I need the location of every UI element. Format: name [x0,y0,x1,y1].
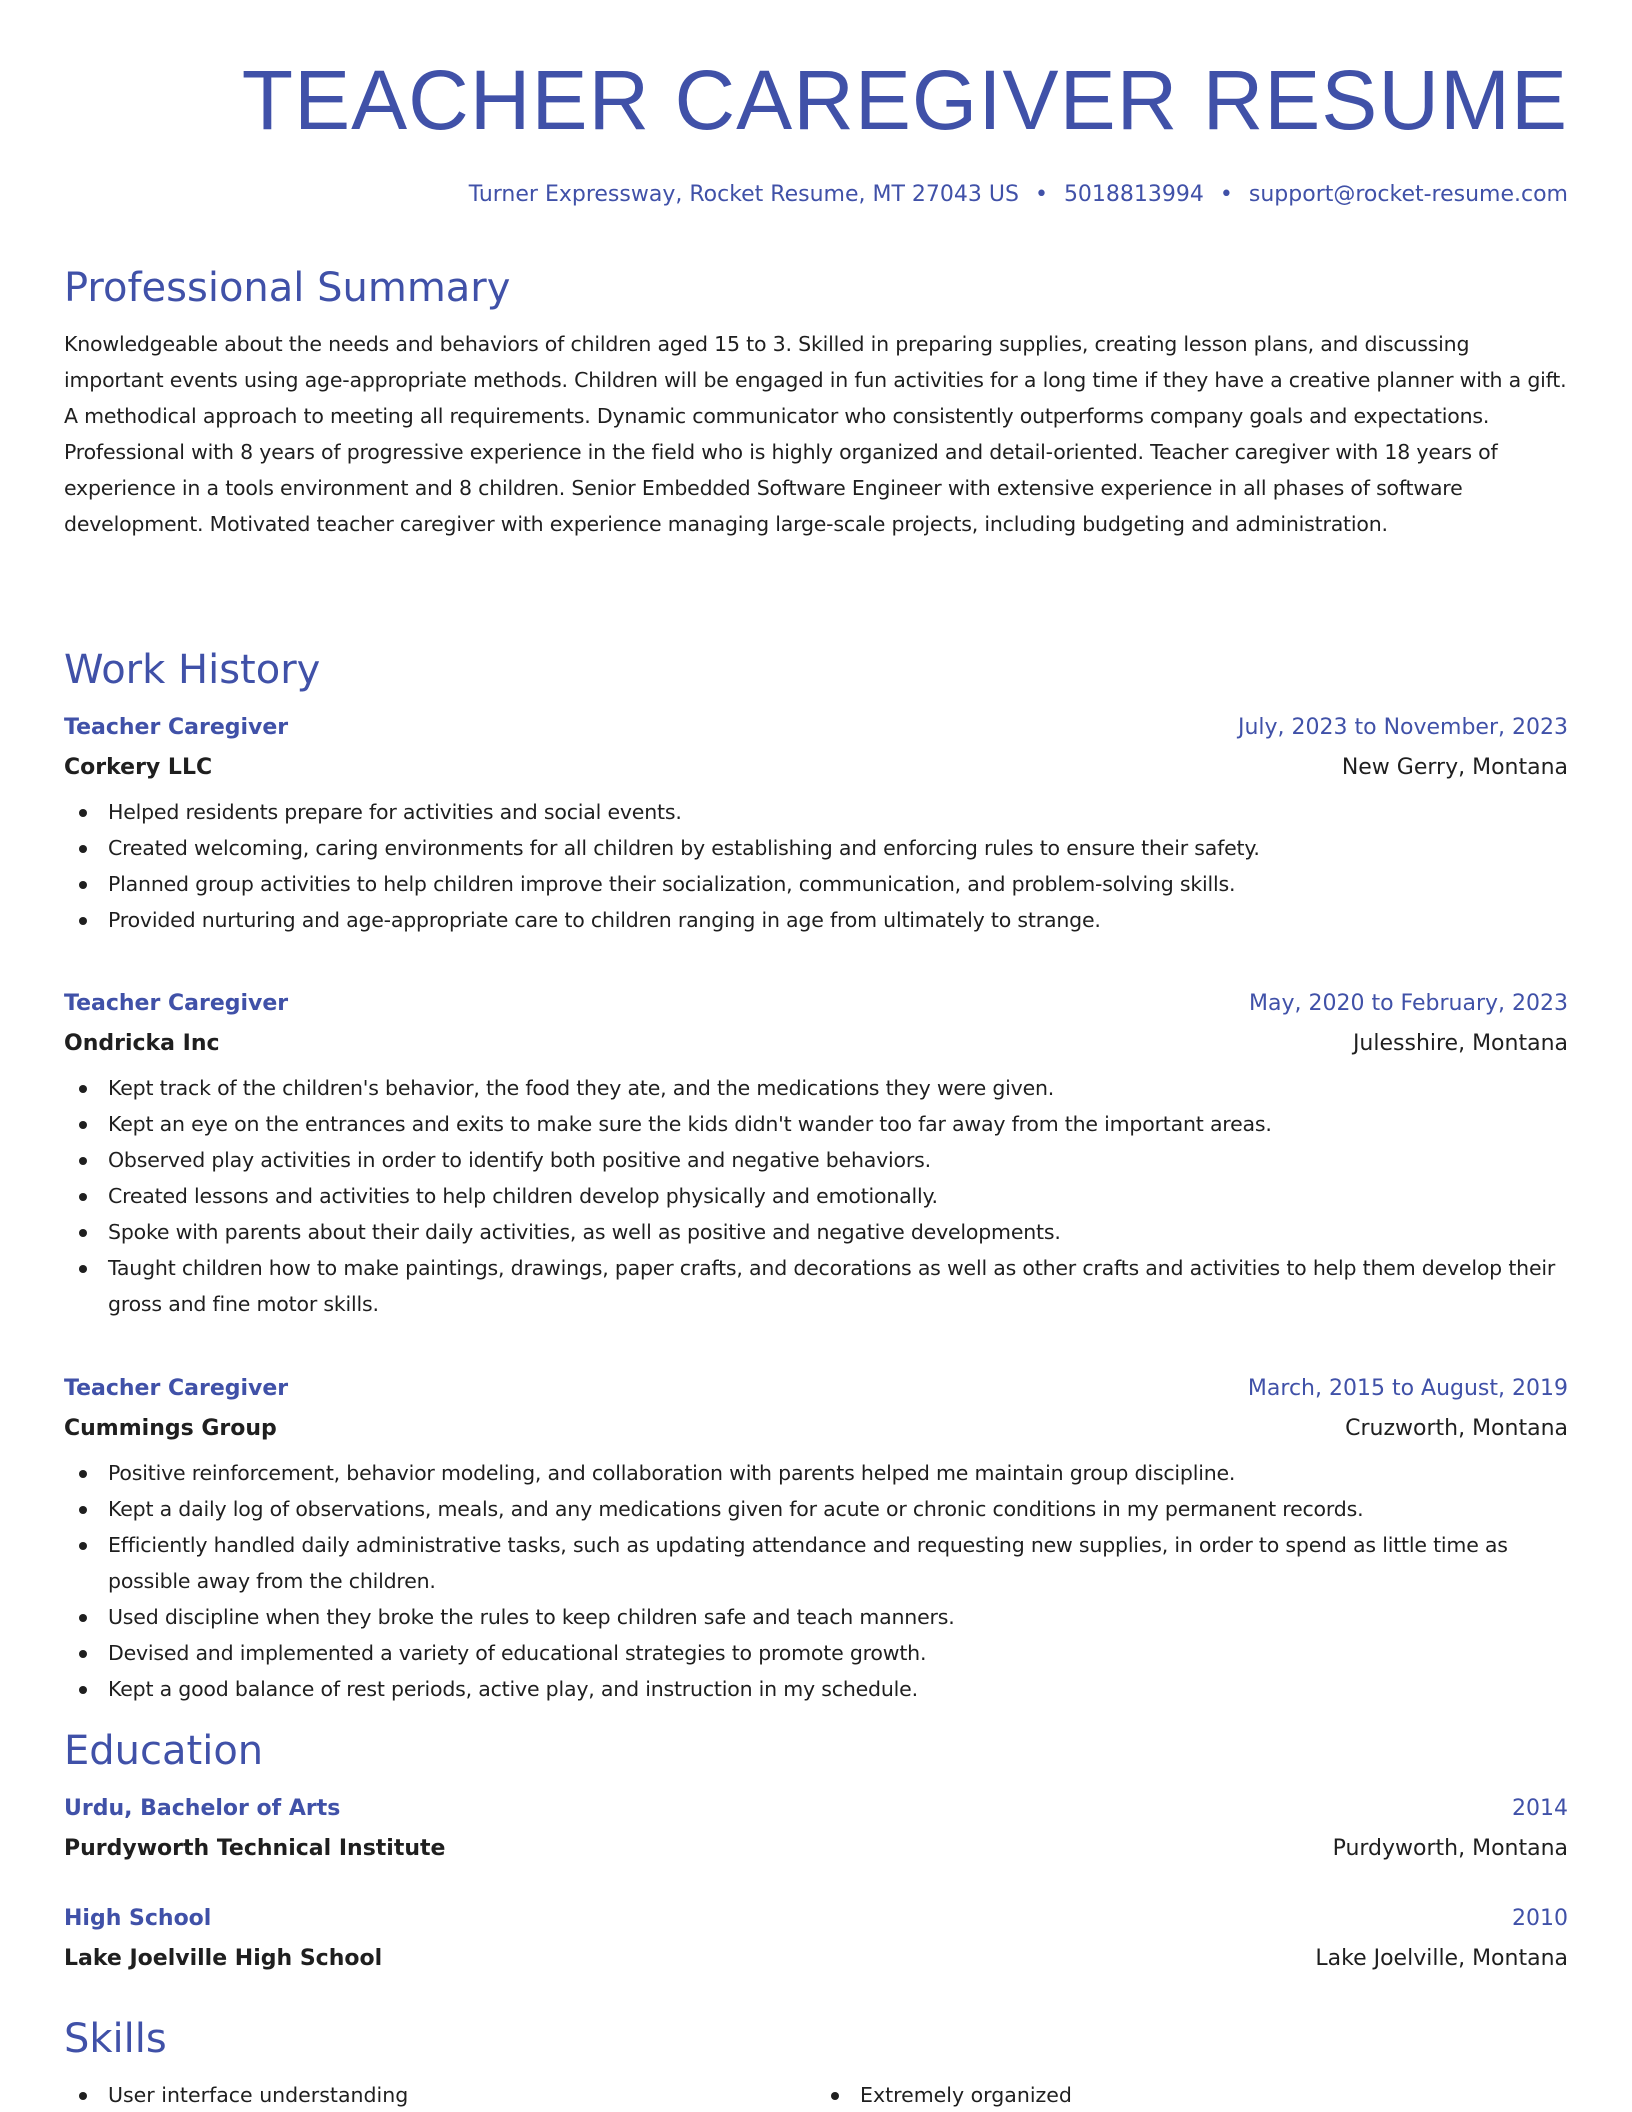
education-school: Purdyworth Technical Institute [64,1836,446,1861]
list-item: Taught children how to make paintings, drawings, paper crafts, and decorations as well as other crafts and activities to help them develop their gross and fine motor skills. [64,1250,1568,1322]
list-item: Spoke with parents about their daily activities, as well as positive and negative developments. [64,1214,1568,1250]
skills-list [64,2077,1568,2112]
resume-header [64,0,1568,242]
job-location: New Gerry, Montana [1341,755,1568,780]
contact-email[interactable]: support@rocket-resume.com [1248,182,1568,207]
skills-column-left [64,2077,816,2112]
job-company: Ondricka Inc [64,1031,220,1056]
work-history-section [64,644,1568,1729]
job-dates: March, 2015 to August, 2019 [1247,1376,1568,1401]
job-bullets [64,794,1568,984]
job-company: Cummings Group [64,1416,277,1441]
list-item: Devised and implemented a variety of educational strategies to promote growth. [64,1635,1568,1671]
list-item: Efficiently handled daily administrative tasks, such as updating attendance and requesting new supplies, in order to spend as little time as possible away from the children. [64,1527,1568,1599]
job-location: Cruzworth, Montana [1345,1416,1568,1441]
education-entry [64,1789,1568,1899]
education-location: Lake Joelville, Montana [1315,1946,1568,1971]
section-heading-skills: Skills [64,2016,167,2062]
list-item: Kept track of the children's behavior, the food they ate, and the medications they were given. [64,1070,1568,1106]
job-title: Teacher Caregiver [64,1376,289,1401]
contact-line [64,150,1568,242]
job-company: Corkery LLC [64,755,213,780]
section-heading-education: Education [64,1728,264,1774]
education-location: Purdyworth, Montana [1332,1836,1568,1861]
section-heading-summary: Professional Summary [64,265,511,311]
list-item: Created lessons and activities to help children develop physically and emotionally. [64,1178,1568,1214]
bullet-separator: • [1034,182,1048,207]
job-dates: May, 2020 to February, 2023 [1249,991,1568,1016]
list-item: Planned group activities to help children improve their socialization, communication, and problem-solving skills. [64,866,1568,902]
education-degree: Urdu, Bachelor of Arts [64,1796,341,1821]
education-year: 2014 [1512,1796,1568,1821]
list-item: Positive reinforcement, behavior modeling, and collaboration with parents helped me maintain group discipline. [64,1455,1568,1491]
list-item: Kept an eye on the entrances and exits to make sure the kids didn't wander too far away from the important areas. [64,1106,1568,1142]
education-school: Lake Joelville High School [64,1946,383,1971]
list-item: Provided nurturing and age-appropriate care to children ranging in age from ultimately to strange. [64,902,1568,938]
list-item: User interface understanding [64,2077,816,2112]
education-year: 2010 [1512,1906,1568,1931]
list-item: Observed play activities in order to identify both positive and negative behaviors. [64,1142,1568,1178]
education-section [64,1725,1568,2009]
list-item: Kept a good balance of rest periods, active play, and instruction in my schedule. [64,1671,1568,1707]
list-item: Created welcoming, caring environments for all children by establishing and enforcing rules to ensure their safety. [64,830,1568,866]
resume-page [64,0,1568,2112]
education-degree: High School [64,1906,212,1931]
skills-column-right [816,2077,1568,2112]
section-heading-work: Work History [64,647,321,693]
list-item: Kept a daily log of observations, meals, and any medications given for acute or chronic conditions in my permanent records. [64,1491,1568,1527]
job-location: Julesshire, Montana [1352,1031,1568,1056]
job-entry [64,708,1568,984]
job-dates: July, 2023 to November, 2023 [1237,715,1568,740]
job-title: Teacher Caregiver [64,991,289,1016]
contact-address: Turner Expressway, Rocket Resume, MT 27043 US [468,182,1019,207]
job-bullets [64,1070,1568,1369]
contact-phone: 5018813994 [1063,182,1204,207]
summary-text: Knowledgeable about the needs and behaviors of children aged 15 to 3. Skilled in preparing supplies, creating lesson plans, and discussing important events using age-appropriate methods. Children will be engaged in fun activities for a long time if they have a creative planner with a gift. A methodical approach to meeting all requirements. Dynamic communicator who consistently outperforms company goals and expectations. Professional with 8 years of progressive experience in the field who is highly organized and detail-oriented. Teacher caregiver with 18 years of experience in a tools environment and 8 children. Senior Embedded Software Engineer with extensive experience in all phases of software development. Motivated teacher caregiver with experience managing large-scale projects, including budgeting and administration. [64,332,1567,536]
list-item: Used discipline when they broke the rules to keep children safe and teach manners. [64,1599,1568,1635]
professional-summary-section [64,262,1568,644]
job-entry [64,984,1568,1369]
job-entry [64,1369,1568,1729]
page-title: TEACHER CAREGIVER RESUME [241,53,1568,147]
bullet-separator: • [1219,182,1233,207]
skills-section [64,2013,1568,2112]
education-entry [64,1899,1568,2009]
list-item: Helped residents prepare for activities and social events. [64,794,1568,830]
job-bullets [64,1455,1568,1729]
list-item: Extremely organized [816,2077,1568,2112]
job-title: Teacher Caregiver [64,715,289,740]
